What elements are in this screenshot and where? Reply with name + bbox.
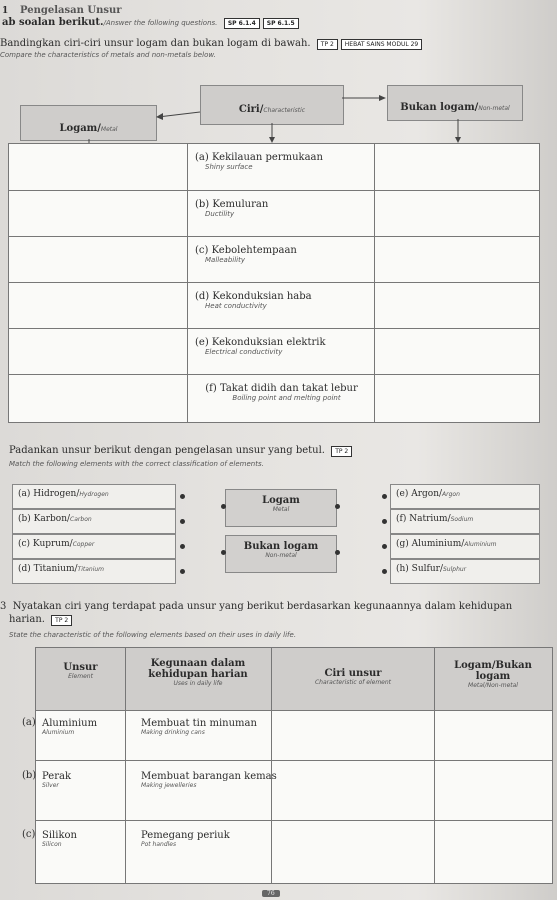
header-element: Unsur Element [63,662,98,680]
metal-answer-cell[interactable] [9,375,188,423]
question-c-ms-2: harian. [9,614,45,625]
table-row: (d) Kekonduksian haba Heat conductivity [9,282,539,329]
instruction-en: /Answer the following questions. [103,19,218,27]
tag-hebat: HEBAT SAINS MODUL 29 [341,39,422,50]
match-item-hydrogen[interactable]: (a) Hidrogen/Hydrogen [12,484,176,509]
char-label-en: Malleability [205,256,245,264]
char-label: Kekilauan permukaan [211,152,323,163]
answer-cell[interactable] [272,711,434,760]
char-label-en: Shiny surface [205,163,253,171]
char-label-en: Boiling point and melting point [232,394,341,402]
match-item-argon[interactable]: (e) Argon/Argon [390,484,540,509]
row-label: (c) [22,829,36,840]
match-dot[interactable] [180,494,185,499]
question-c-ms-1: Nyatakan ciri yang terdapat pada unsur yang berikut berdasarkan kegunaannya dalam kehidupan [12,601,513,612]
uses-table [35,647,553,884]
match-dot[interactable] [221,550,226,555]
question-b [9,445,352,457]
match-dot[interactable] [382,519,387,524]
answer-cell[interactable] [272,761,434,820]
question-a-en: Compare the characteristics of metals and non-metals below. [0,51,216,59]
question-c-en: State the characteristic of the following elements based on their uses in daily life. [9,631,297,639]
answer-cell[interactable] [435,821,552,883]
match-item-carbon[interactable]: (b) Karbon/Carbon [12,509,176,534]
class-non-metal[interactable]: Bukan logam Non-metal [225,535,337,573]
logam-en: Metal [100,126,118,133]
match-item-sodium[interactable]: (f) Natrium/Sodium [390,509,540,534]
match-dot[interactable] [335,550,340,555]
tag-sp615: SP 6.1.5 [263,18,299,29]
bukan-ms: Bukan logam/ [400,102,479,113]
char-label: Kekonduksian elektrik [211,337,326,348]
question-c-number: 3 [0,601,7,612]
use-pot-handles: Pemegang periuk Pot handles [141,830,230,848]
element-silicon: Silikon Silicon [42,830,77,848]
answer-cell[interactable] [272,821,434,883]
element-aluminium: Aluminium Aluminium [42,718,98,736]
match-item-sulphur[interactable]: (h) Sulfur/Sulphur [390,559,540,584]
class-metal[interactable]: Logam Metal [225,489,337,527]
instruction-ms: ab soalan berikut. [2,17,104,28]
page-number: 76 [262,890,280,897]
char-label: Takat didih dan takat lebur [219,383,358,394]
table-row: (b) Kemuluran Ductility [9,190,539,237]
question-c [0,601,512,612]
metal-answer-cell[interactable] [9,237,188,283]
match-dot[interactable] [335,504,340,509]
match-dot[interactable] [180,569,185,574]
table-row: (a) Kekilauan permukaan Shiny surface [9,144,539,190]
answer-cell[interactable] [435,711,552,760]
question-b-ms: Padankan unsur berikut dengan pengelasan unsur yang betul. [9,445,325,456]
tag-sp614: SP 6.1.4 [224,18,260,29]
match-item-copper[interactable]: (c) Kuprum/Copper [12,534,176,559]
match-item-titanium[interactable]: (d) Titanium/Titanium [12,559,176,584]
ciri-ms: Ciri/ [238,104,264,115]
table-row: (e) Kekonduksian elektrik Electrical conductivity [9,328,539,375]
row-label: (a) [22,717,36,728]
use-jewellery: Membuat barangan kemas Making jewelleries [141,771,277,789]
table-row: (f) Takat didih dan takat lebur Boiling point and melting point [9,374,539,423]
tag-tp2-c: TP 2 [51,615,72,626]
metal-answer-cell[interactable] [9,283,188,329]
question-c-line2 [9,614,72,626]
diagram-arrows [0,0,557,160]
header-uses: Kegunaan dalam kehidupan harian Uses in daily life [148,658,248,687]
metal-answer-cell[interactable] [9,144,188,190]
characteristics-table [8,143,540,423]
match-item-aluminium[interactable]: (g) Aluminium/Aluminium [390,534,540,559]
tag-tp2-b: TP 2 [331,446,352,457]
char-label: Kekonduksian haba [212,291,312,302]
element-silver: Perak Silver [42,771,71,789]
metal-answer-cell[interactable] [9,191,188,237]
chapter-title: Pengelasan Unsur [20,5,122,16]
tag-tp2-a: TP 2 [317,39,338,50]
header-metal-nonmetal: Logam/Bukan logam Metal/Non-metal [454,660,532,689]
page-marker: 1 [2,6,9,16]
char-label: Kemuluran [212,199,269,210]
match-dot[interactable] [221,504,226,509]
char-label-en: Heat conductivity [205,302,267,310]
ciri-en: Characteristic [263,107,306,114]
logam-ms: Logam/ [59,123,101,134]
bukan-en: Non-metal [478,105,510,112]
match-dot[interactable] [382,494,387,499]
row-label: (b) [22,770,37,781]
match-dot[interactable] [382,544,387,549]
metal-answer-cell[interactable] [9,329,188,375]
match-dot[interactable] [180,519,185,524]
table-row: (c) Kebolehtempaan Malleability [9,236,539,283]
question-a-ms: Bandingkan ciri-ciri unsur logam dan bukan logam di bawah. [0,38,311,49]
match-dot[interactable] [180,544,185,549]
answer-cell[interactable] [435,761,552,820]
match-dot[interactable] [382,569,387,574]
char-label-en: Electrical conductivity [205,348,283,356]
char-label: Kebolehtempaan [211,245,297,256]
char-label-en: Ductility [205,210,235,218]
header-characteristic: Ciri unsur Characteristic of element [314,668,392,686]
question-b-en: Match the following elements with the correct classification of elements. [9,460,264,468]
use-cans: Membuat tin minuman Making drinking cans [141,718,257,736]
